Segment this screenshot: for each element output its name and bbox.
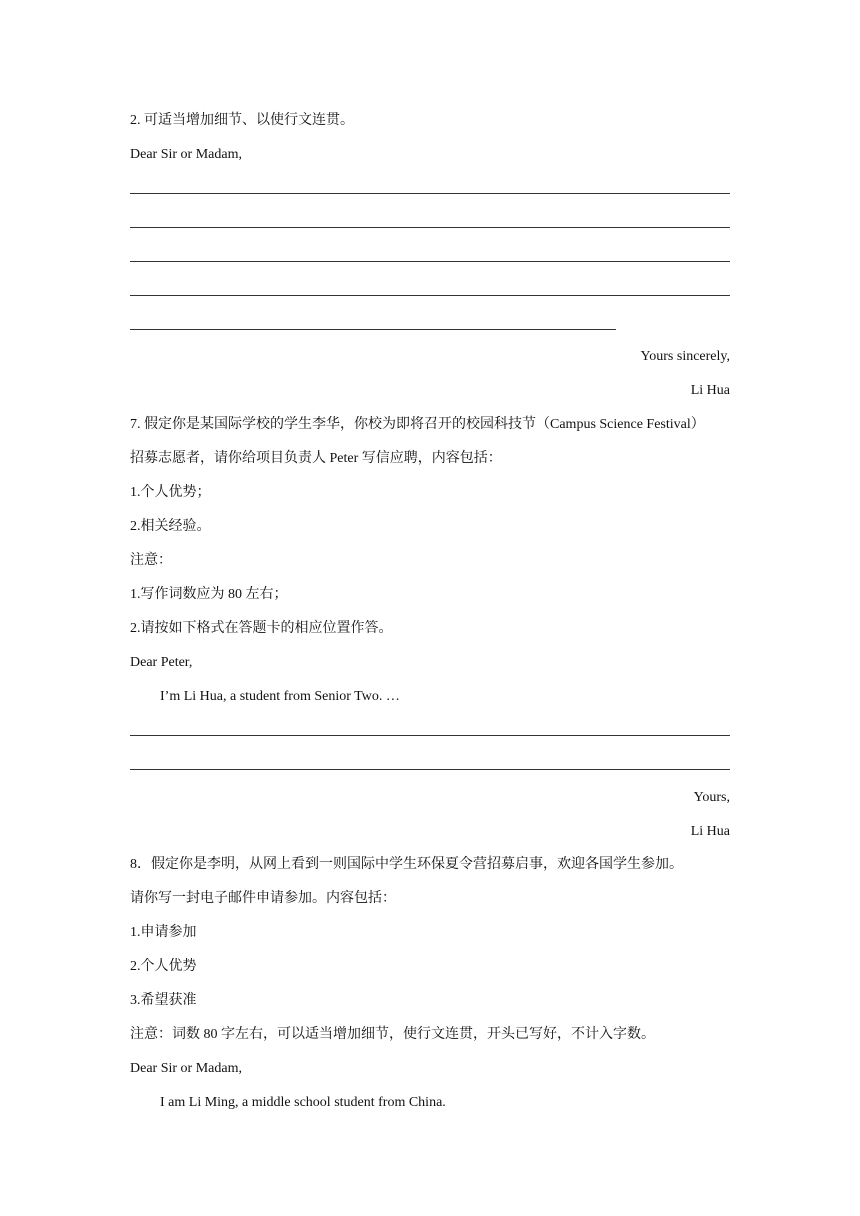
q7-note: 1.写作词数应为 80 左右； (130, 587, 288, 602)
q7-greeting: Dear Peter, (130, 655, 193, 670)
q7-closing: Yours, (693, 790, 730, 805)
answer-line (130, 329, 616, 330)
answer-line (130, 735, 730, 736)
q7-prompt-line2: 招募志愿者，请你给项目负责人 Peter 写信应聘，内容包括： (130, 451, 502, 466)
q7-prompt-line1: 7. 假定你是某国际学校的学生李华，你校为即将召开的校园科技节（Campus Science Festival） (130, 417, 705, 432)
q7-opening: I’m Li Hua, a student from Senior Two. … (160, 689, 400, 704)
q8-item: 2.个人优势 (130, 959, 197, 974)
q8-notice: 注意：词数 80 字左右，可以适当增加细节，使行文连贯，开头已写好，不计入字数。 (130, 1027, 655, 1042)
answer-line (130, 193, 730, 194)
previous-signature: Li Hua (690, 383, 730, 398)
q7-note: 2.请按如下格式在答题卡的相应位置作答。 (130, 621, 393, 636)
q7-signature: Li Hua (690, 824, 730, 839)
answer-line (130, 295, 730, 296)
previous-closing: Yours sincerely, (640, 349, 730, 364)
answer-line (130, 227, 730, 228)
q7-notice-label: 注意： (130, 553, 172, 568)
q7-item: 1.个人优势； (130, 485, 211, 500)
q7-item: 2.相关经验。 (130, 519, 211, 534)
q8-item: 1.申请参加 (130, 925, 197, 940)
answer-line (130, 769, 730, 770)
q8-item: 3.希望获准 (130, 993, 197, 1008)
q8-prompt-line2: 请你写一封电子邮件申请参加。内容包括： (130, 891, 396, 906)
q8-opening: I am Li Ming, a middle school student from China. (160, 1095, 446, 1110)
q8-prompt-line1: 8．假定你是李明，从网上看到一则国际中学生环保夏令营招募启事，欢迎各国学生参加。 (130, 857, 683, 872)
answer-line (130, 261, 730, 262)
q8-greeting: Dear Sir or Madam, (130, 1061, 242, 1076)
previous-greeting: Dear Sir or Madam, (130, 147, 242, 162)
previous-question-note: 2. 可适当增加细节、以使行文连贯。 (130, 113, 354, 128)
